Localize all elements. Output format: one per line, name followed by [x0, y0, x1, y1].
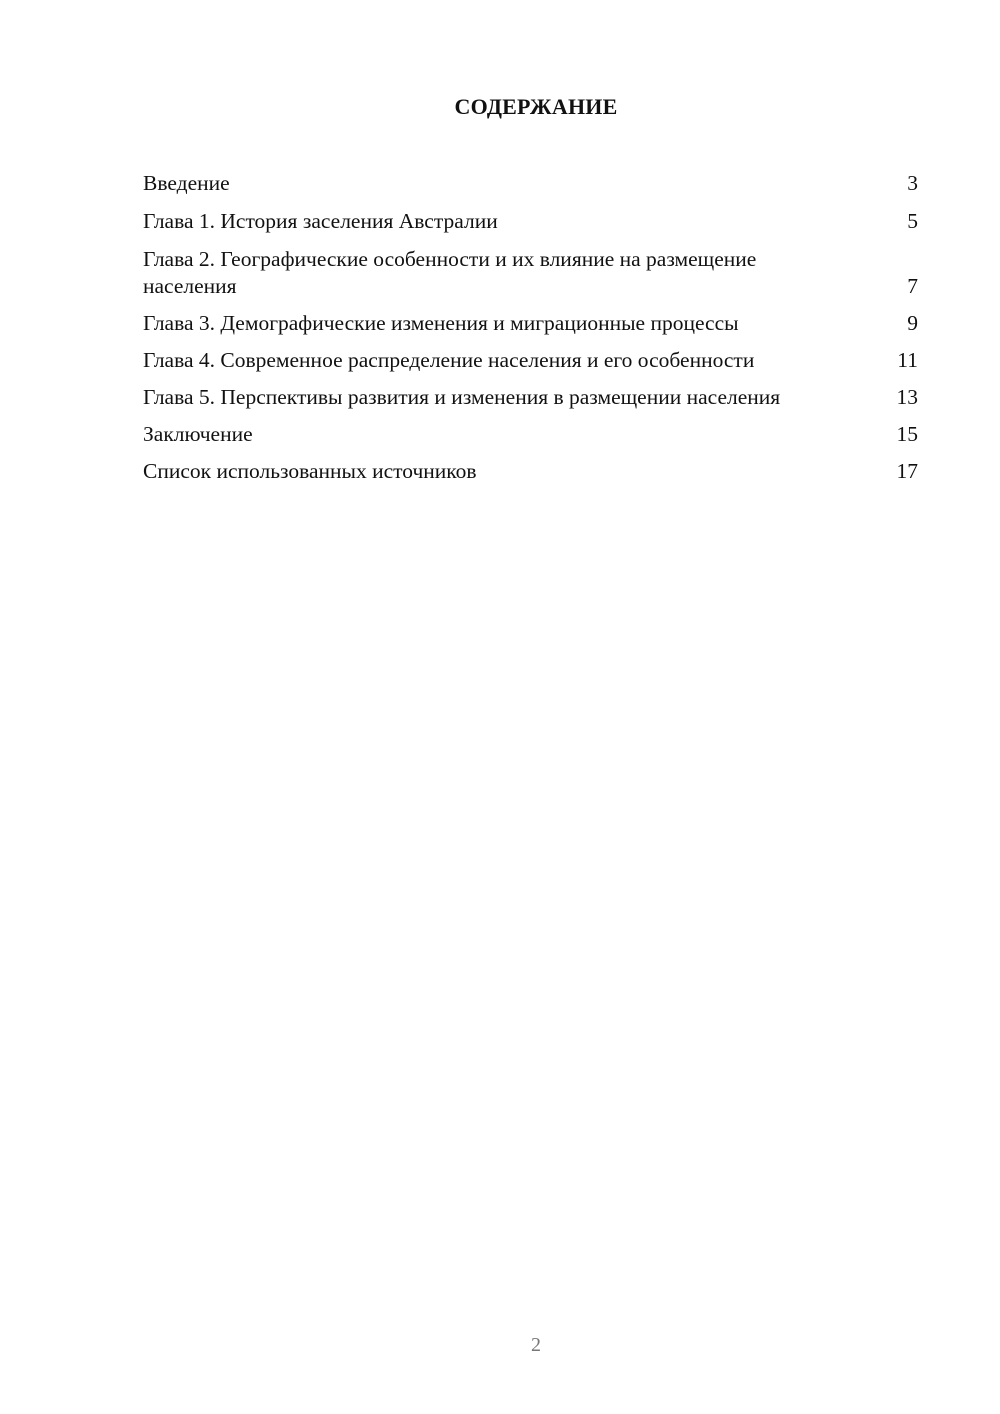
toc-entry-title: Глава 1. История заселения Австралии	[143, 209, 498, 233]
toc-entry-title: Глава 4. Современное распределение населения и его особенности	[143, 348, 755, 372]
toc-entry-page: 5	[907, 209, 918, 233]
toc-entry-page: 3	[907, 171, 918, 195]
toc-entry-chapter-1	[143, 208, 918, 235]
toc-entry-chapter-2	[143, 246, 918, 300]
page-number: 2	[531, 1334, 541, 1356]
toc-entry-title: Заключение	[143, 422, 253, 446]
toc-entry-page: 7	[907, 274, 918, 298]
toc-entry-title: Глава 3. Демографические изменения и миграционные процессы	[143, 311, 739, 335]
toc-entry-title: Глава 2. Географические особенности и их влияние на размещение населения	[143, 247, 757, 298]
toc-entry-page: 15	[896, 422, 918, 446]
toc-entry-page: 13	[896, 385, 918, 409]
toc-entry-page: 17	[896, 459, 918, 483]
toc-entry-page: 9	[907, 311, 918, 335]
page-title: СОДЕРЖАНИЕ	[454, 94, 618, 119]
toc-entry-page: 11	[897, 348, 918, 372]
table-of-contents	[143, 170, 918, 485]
toc-entry-references	[143, 458, 918, 485]
toc-entry-chapter-5	[143, 384, 918, 411]
toc-entry-chapter-4	[143, 347, 918, 374]
toc-entry-title: Список использованных источников	[143, 459, 477, 483]
toc-entry-introduction	[143, 170, 918, 197]
toc-entry-title: Введение	[143, 171, 230, 195]
toc-entry-title: Глава 5. Перспективы развития и изменения в размещении населения	[143, 385, 781, 409]
toc-entry-chapter-3	[143, 310, 918, 337]
toc-entry-conclusion	[143, 421, 918, 448]
